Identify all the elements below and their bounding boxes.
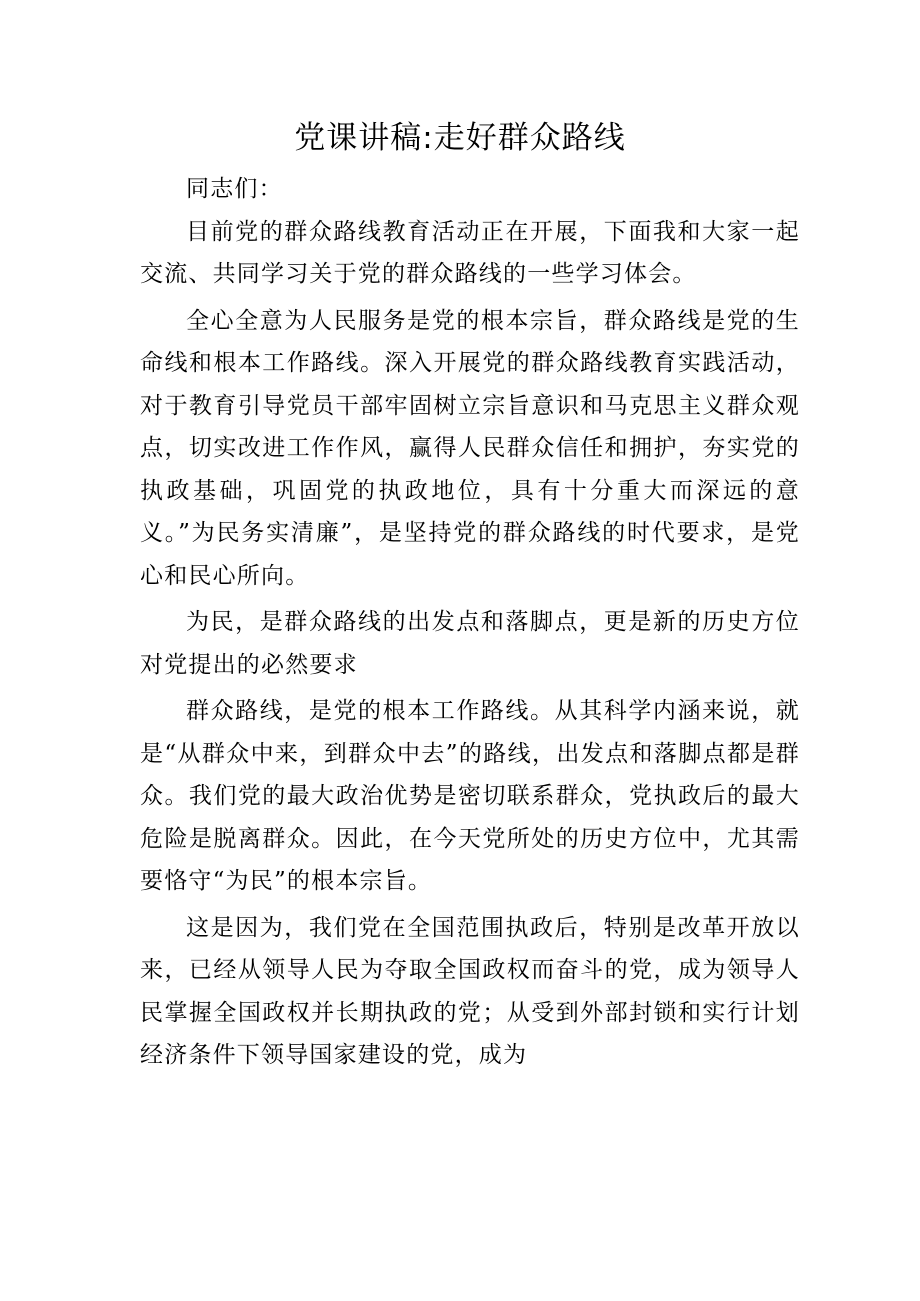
body-paragraph: 全心全意为人民服务是党的根本宗旨，群众路线是党的生命线和根本工作路线。深入开展党的群众路线教育实践活动，对于教育引导党员干部牢固树立宗旨意识和马克思主义群众观点，切实改进工作作风，赢得人民群众信任和拥护，夯实党的执政基础，巩固党的执政地位，具有十分重大而深远的意义。”为民务实清廉”，是坚持党的群众路线的时代要求，是党心和民心所向。: [140, 307, 800, 589]
document-title: 党课讲稿:走好群众路线: [294, 120, 626, 156]
body-paragraph: 这是因为，我们党在全国范围执政后，特别是改革开放以来，已经从领导人民为夺取全国政权而奋斗的党，成为领导人民掌握全国政权并长期执政的党；从受到外部封锁和实行计划经济条件下领导国家建设的党，成为: [140, 914, 800, 1068]
document-body: [140, 168, 800, 1077]
salutation-paragraph: 同志们：: [186, 176, 283, 202]
section-heading-paragraph: 为民，是群众路线的出发点和落脚点，更是新的历史方位对党提出的必然要求: [140, 609, 800, 678]
intro-paragraph: 目前党的群众路线教育活动正在开展，下面我和大家一起交流、共同学习关于党的群众路线的一些学习体会。: [140, 218, 800, 287]
body-paragraph: 群众路线，是党的根本工作路线。从其科学内涵来说，就是“从群众中来，到群众中去”的路线，出发点和落脚点都是群众。我们党的最大政治优势是密切联系群众，党执政后的最大危险是脱离群众。因此，在今天党所处的历史方位中，尤其需要恪守“为民”的根本宗旨。: [140, 698, 800, 894]
